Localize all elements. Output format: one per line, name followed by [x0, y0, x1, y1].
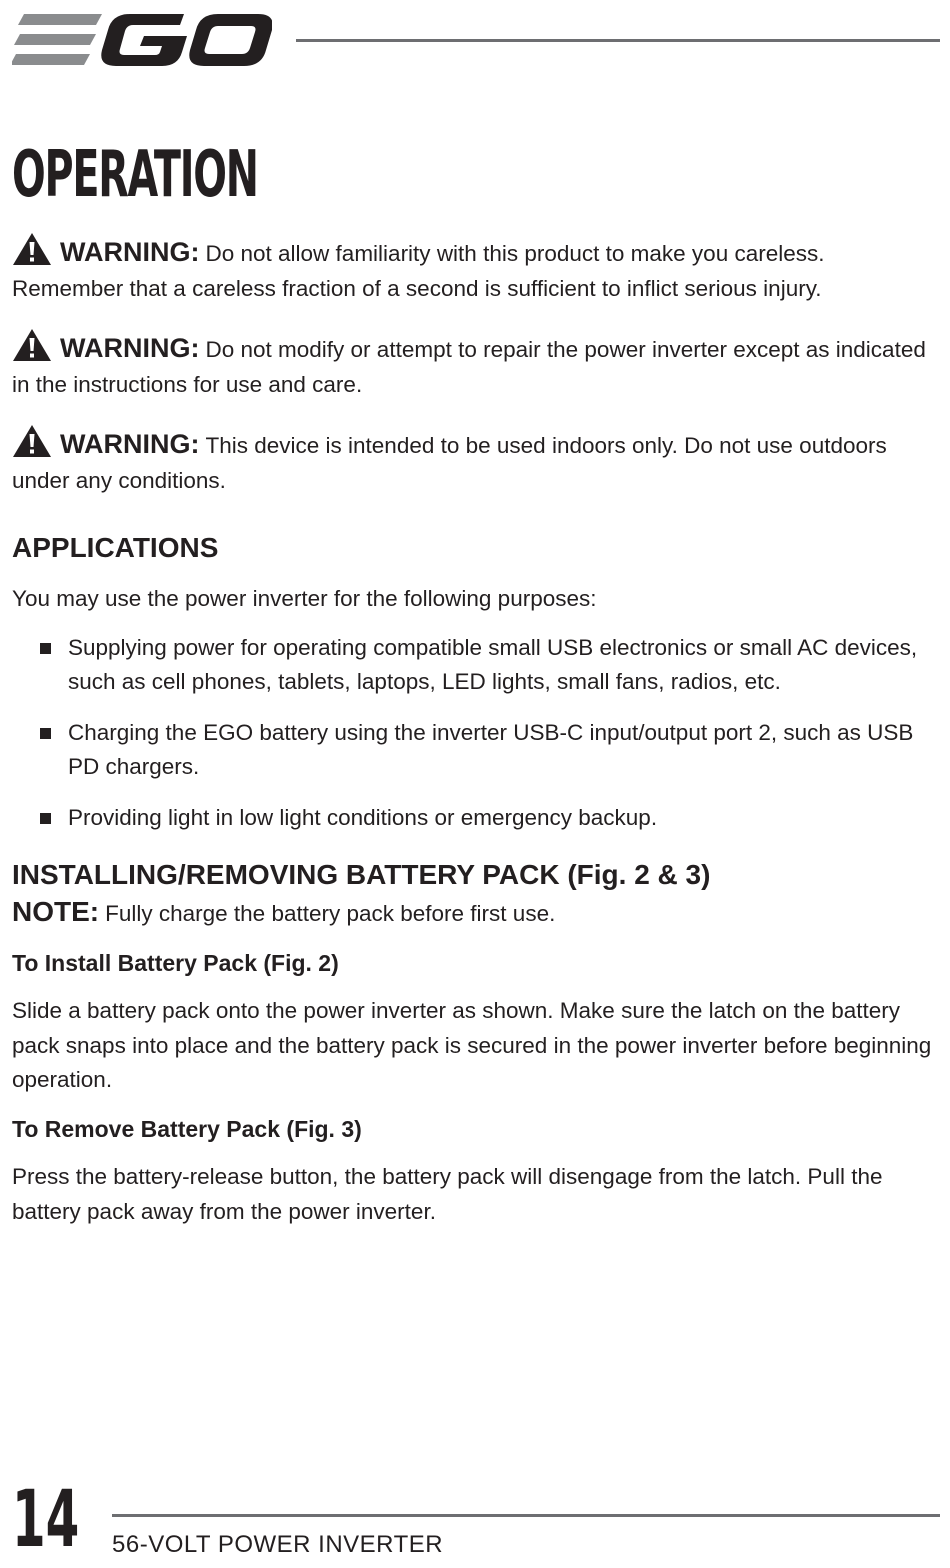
list-item — [12, 801, 937, 836]
install-text: Slide a battery pack onto the power inverter as shown. Make sure the latch on the battery pack snaps into place and the battery pack is secured in the power inverter before beginning operation. — [12, 998, 932, 1092]
warning-text: Do not allow familiarity with this product to make you careless. Remember that a careless fraction of a second is sufficient to inflict serious injury. — [12, 241, 825, 301]
warning-label: WARNING: — [60, 429, 200, 459]
footer-product-name: 56-VOLT POWER INVERTER — [112, 1531, 444, 1558]
warning-label: WARNING: — [60, 237, 200, 267]
warning-text: This device is intended to be used indoors only. Do not use outdoors under any conditions. — [12, 433, 887, 493]
bullet-square-icon — [40, 643, 51, 654]
main-content — [12, 232, 937, 1243]
header-rule — [296, 39, 940, 42]
warning-3 — [12, 424, 937, 498]
list-item-text: Supplying power for operating compatible small USB electronics or small AC devices, such as cell phones, tablets, laptops, LED lights, small fans, radios, etc. — [68, 634, 918, 694]
warning-2 — [12, 328, 937, 402]
ego-logo — [12, 10, 272, 70]
page-title: OPERATION — [12, 138, 258, 212]
bullet-square-icon — [40, 813, 51, 824]
list-item-text: Providing light in low light conditions or emergency backup. — [68, 804, 658, 830]
footer-rule — [112, 1514, 940, 1517]
warning-triangle-icon — [12, 328, 52, 362]
warning-text: Do not modify or attempt to repair the power inverter except as indicated in the instructions for use and care. — [12, 337, 926, 397]
install-heading: To Install Battery Pack (Fig. 2) — [12, 949, 339, 976]
list-item-text: Charging the EGO battery using the inverter USB-C input/output port 2, such as USB PD chargers. — [68, 719, 914, 779]
note-text: Fully charge the battery pack before first use. — [105, 901, 556, 926]
page-number: 14 — [12, 1475, 80, 1565]
applications-heading: APPLICATIONS — [12, 532, 219, 563]
list-item — [12, 716, 937, 785]
bullet-square-icon — [40, 728, 51, 739]
battery-heading: INSTALLING/REMOVING BATTERY PACK (Fig. 2 & 3) — [12, 859, 711, 890]
warning-1 — [12, 232, 937, 306]
warning-triangle-icon — [12, 232, 52, 266]
note-label: NOTE: — [12, 896, 100, 927]
applications-intro: You may use the power inverter for the following purposes: — [12, 586, 597, 611]
warning-triangle-icon — [12, 424, 52, 458]
list-item — [12, 631, 937, 700]
remove-heading: To Remove Battery Pack (Fig. 3) — [12, 1115, 362, 1142]
applications-list — [12, 631, 937, 836]
note — [12, 895, 937, 932]
remove-text: Press the battery-release button, the battery pack will disengage from the latch. Pull the battery pack away from the power inverter. — [12, 1164, 883, 1224]
warning-label: WARNING: — [60, 333, 200, 363]
